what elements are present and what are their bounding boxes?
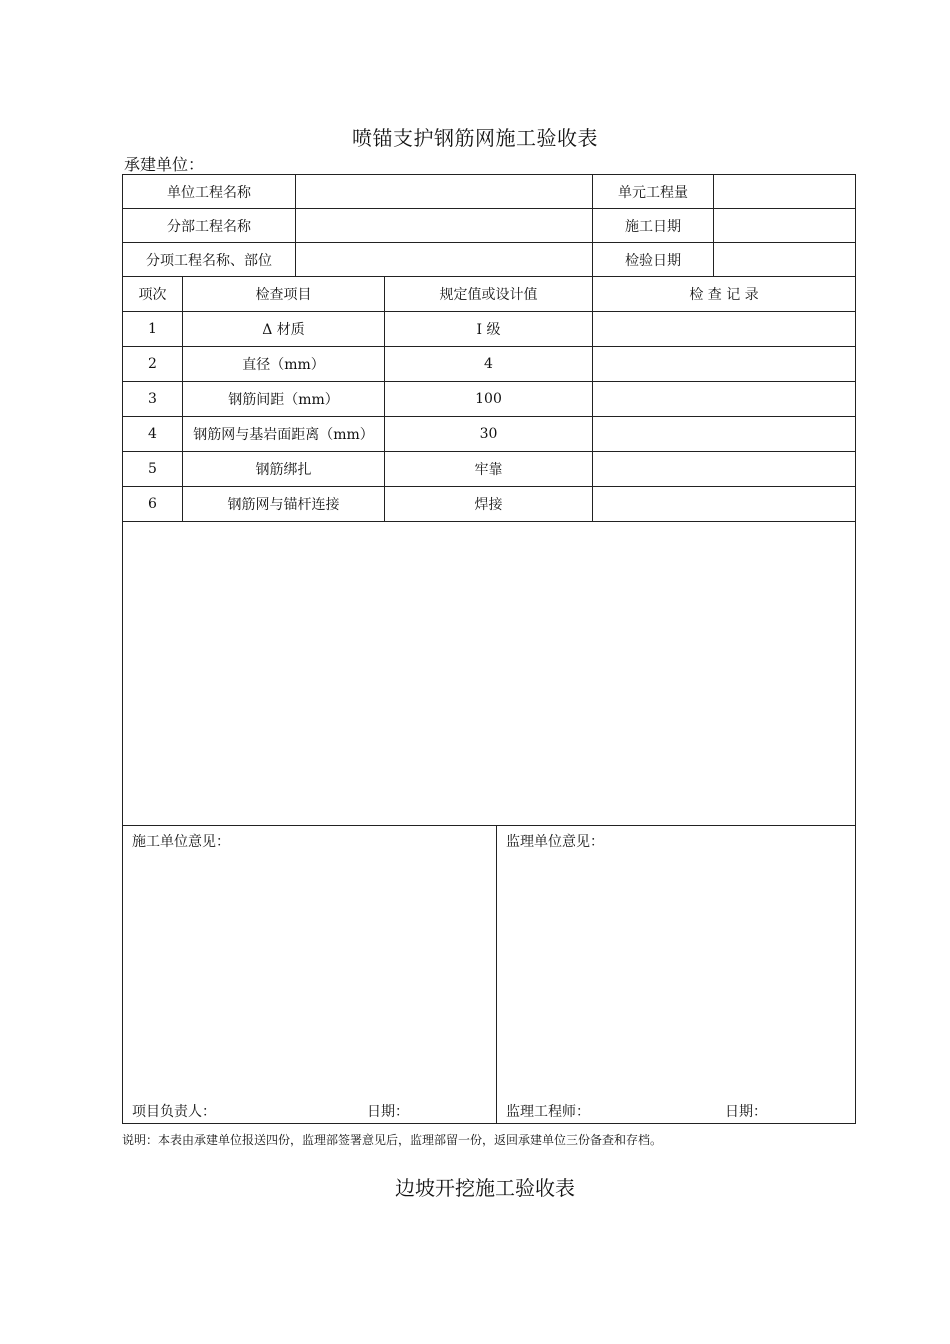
sub-item-name-field[interactable] [296, 243, 593, 277]
supervision-opinion-cell[interactable] [497, 826, 856, 1124]
inspection-date-label: 检验日期 [593, 243, 714, 277]
record-header: 检 查 记 录 [593, 277, 856, 312]
inspection-form-table [122, 174, 856, 1124]
check-item: 钢筋间距（mm） [183, 382, 385, 417]
record-field[interactable] [593, 312, 856, 347]
form-note: 说明：本表由承建单位报送四份，监理部签署意见后，监理部留一份，返回承建单位三份备查和存档。 [122, 1133, 663, 1147]
item-no: 2 [123, 347, 183, 382]
header-row [123, 175, 856, 209]
construction-opinion-cell[interactable] [123, 826, 497, 1124]
check-item: 钢筋网与锚杆连接 [183, 487, 385, 522]
blank-area-row [123, 522, 856, 826]
construction-date-field[interactable] [714, 209, 856, 243]
next-form-title: 边坡开挖施工验收表 [395, 1176, 575, 1200]
table-row [123, 487, 856, 522]
spec-value: 30 [385, 417, 593, 452]
supervising-engineer-label: 监理工程师： [506, 1104, 590, 1120]
item-no: 4 [123, 417, 183, 452]
unit-quantity-field[interactable] [714, 175, 856, 209]
division-project-name-label: 分部工程名称 [123, 209, 296, 243]
remarks-area[interactable] [123, 522, 856, 826]
supervision-date-signoff-label: 日期： [725, 1104, 767, 1120]
item-no: 1 [123, 312, 183, 347]
header-row [123, 209, 856, 243]
column-header-row [123, 277, 856, 312]
opinion-row [123, 826, 856, 1124]
construction-date-signoff-label: 日期： [367, 1104, 409, 1120]
spec-value: 牢靠 [385, 452, 593, 487]
table-row [123, 347, 856, 382]
record-field[interactable] [593, 382, 856, 417]
spec-value: 焊接 [385, 487, 593, 522]
record-field[interactable] [593, 452, 856, 487]
table-row [123, 382, 856, 417]
division-project-name-field[interactable] [296, 209, 593, 243]
record-field[interactable] [593, 417, 856, 452]
item-no: 5 [123, 452, 183, 487]
check-item: 直径（mm） [183, 347, 385, 382]
header-row [123, 243, 856, 277]
unit-quantity-label: 单元工程量 [593, 175, 714, 209]
table-row [123, 312, 856, 347]
spec-value: 4 [385, 347, 593, 382]
spec-value-header: 规定值或设计值 [385, 277, 593, 312]
record-field[interactable] [593, 347, 856, 382]
unit-project-name-field[interactable] [296, 175, 593, 209]
inspection-date-field[interactable] [714, 243, 856, 277]
table-row [123, 452, 856, 487]
check-item: 钢筋网与基岩面距离（mm） [183, 417, 385, 452]
project-leader-label: 项目负责人： [132, 1104, 216, 1120]
table-row [123, 417, 856, 452]
supervision-opinion-label: 监理单位意见： [506, 834, 604, 850]
check-item: 钢筋绑扎 [183, 452, 385, 487]
item-no: 6 [123, 487, 183, 522]
sub-item-name-label: 分项工程名称、部位 [123, 243, 296, 277]
item-no: 3 [123, 382, 183, 417]
check-item-header: 检查项目 [183, 277, 385, 312]
construction-date-label: 施工日期 [593, 209, 714, 243]
spec-value: 100 [385, 382, 593, 417]
spec-value: Ⅰ 级 [385, 312, 593, 347]
check-item: Δ 材质 [183, 312, 385, 347]
record-field[interactable] [593, 487, 856, 522]
unit-project-name-label: 单位工程名称 [123, 175, 296, 209]
construction-opinion-label: 施工单位意见： [132, 834, 230, 850]
contractor-label: 承建单位： [124, 155, 205, 174]
form-title: 喷锚支护钢筋网施工验收表 [352, 126, 598, 150]
item-no-header: 项次 [123, 277, 183, 312]
